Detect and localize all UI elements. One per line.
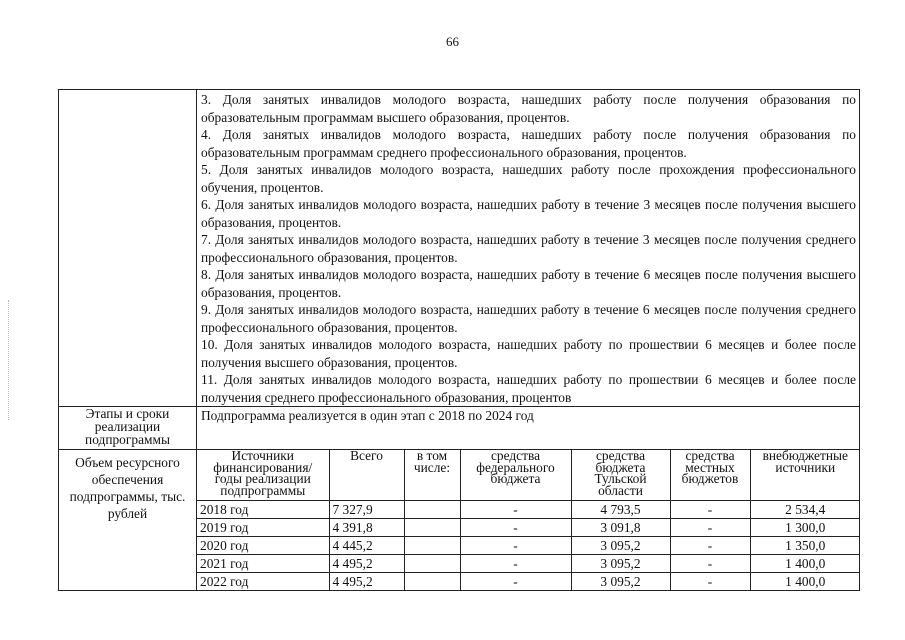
extrabudget-cell: 1 400,0: [750, 555, 860, 573]
total-cell: 4 495,2: [329, 555, 404, 573]
goal-item: 9. Доля занятых инвалидов молодого возраста, нашедших работу в течение 6 месяцев после получения среднего профессионального образования, процентов.: [201, 302, 856, 335]
goals-row: [59, 90, 860, 407]
including-cell: [404, 555, 460, 573]
regional-cell: 3 091,8: [571, 519, 670, 537]
year-cell: 2020 год: [197, 537, 329, 555]
table-row: [197, 519, 860, 537]
goal-item: 6. Доля занятых инвалидов молодого возраста, нашедших работу в течение 3 месяцев после получения высшего образования, процентов.: [201, 197, 856, 230]
goal-item: 8. Доля занятых инвалидов молодого возраста, нашедших работу в течение 6 месяцев после получения высшего образования, процентов.: [201, 267, 856, 300]
financing-table: [197, 450, 860, 590]
extrabudget-cell: 1 400,0: [750, 573, 860, 591]
including-cell: [404, 519, 460, 537]
extrabudget-cell: 1 350,0: [750, 537, 860, 555]
goal-item: 11. Доля занятых инвалидов молодого возраста, нашедших работу по прошествии 6 месяцев и более после получения среднего профессионального образования, процентов: [201, 372, 856, 405]
header-federal: средства федерального бюджета: [460, 450, 571, 501]
financing-header-row: [197, 450, 860, 501]
table-row: [197, 573, 860, 591]
header-local: средства местных бюджетов: [670, 450, 750, 501]
resources-row: [59, 450, 860, 591]
stages-label: Этапы и сроки реализации подпрограммы: [59, 407, 197, 450]
regional-cell: 3 095,2: [571, 537, 670, 555]
federal-cell: -: [460, 519, 571, 537]
federal-cell: -: [460, 555, 571, 573]
regional-cell: 3 095,2: [571, 555, 670, 573]
year-cell: 2018 год: [197, 501, 329, 519]
scan-margin-marks: [8, 300, 11, 420]
goal-item: 7. Доля занятых инвалидов молодого возраста, нашедших работу в течение 3 месяцев после получения среднего профессионального образования, процентов.: [201, 232, 856, 265]
table-row: [197, 501, 860, 519]
year-cell: 2019 год: [197, 519, 329, 537]
total-cell: 4 495,2: [329, 573, 404, 591]
goal-item: 10. Доля занятых инвалидов молодого возраста, нашедших работу по прошествии 6 месяцев и более после получения высшего образования, процентов.: [201, 337, 856, 370]
local-cell: -: [670, 501, 750, 519]
table-row: [197, 537, 860, 555]
total-cell: 7 327,9: [329, 501, 404, 519]
local-cell: -: [670, 537, 750, 555]
federal-cell: -: [460, 573, 571, 591]
page-number: 66: [446, 34, 459, 49]
goals-label-cell: [59, 90, 197, 407]
stages-cell: [197, 407, 860, 450]
extrabudget-cell: 2 534,4: [750, 501, 860, 519]
year-cell: 2021 год: [197, 555, 329, 573]
header-extrabudget: внебюджетные источники: [750, 450, 860, 501]
passport-table: [58, 89, 860, 591]
total-cell: 4 391,8: [329, 519, 404, 537]
goals-cell: [197, 90, 860, 407]
stages-row: [59, 407, 860, 450]
including-cell: [404, 573, 460, 591]
stages-text: Подпрограмма реализуется в один этап с 2018 по 2024 год: [201, 408, 534, 423]
header-total: Всего: [329, 450, 404, 501]
local-cell: -: [670, 555, 750, 573]
goal-item: 4. Доля занятых инвалидов молодого возраста, нашедших работу после получения образования по образовательным программам среднего профессионального образования, процентов.: [201, 127, 856, 160]
header-sources: Источники финансирования/ годы реализации подпрограммы: [197, 450, 329, 501]
header-regional: средства бюджета Тульской области: [571, 450, 670, 501]
including-cell: [404, 501, 460, 519]
including-cell: [404, 537, 460, 555]
resources-cell: [197, 450, 860, 591]
goal-item: 5. Доля занятых инвалидов молодого возраста, нашедших работу после прохождения профессионального обучения, процентов.: [201, 162, 856, 195]
regional-cell: 4 793,5: [571, 501, 670, 519]
table-row: [197, 555, 860, 573]
resources-label: Объем ресурсного обеспечения подпрограммы, тыс. рублей: [59, 450, 197, 591]
local-cell: -: [670, 573, 750, 591]
header-including: в том числе:: [404, 450, 460, 501]
extrabudget-cell: 1 300,0: [750, 519, 860, 537]
federal-cell: -: [460, 537, 571, 555]
goal-item: 3. Доля занятых инвалидов молодого возраста, нашедших работу после получения образования по образовательным программам высшего образования, процентов.: [201, 92, 856, 125]
local-cell: -: [670, 519, 750, 537]
regional-cell: 3 095,2: [571, 573, 670, 591]
federal-cell: -: [460, 501, 571, 519]
total-cell: 4 445,2: [329, 537, 404, 555]
year-cell: 2022 год: [197, 573, 329, 591]
